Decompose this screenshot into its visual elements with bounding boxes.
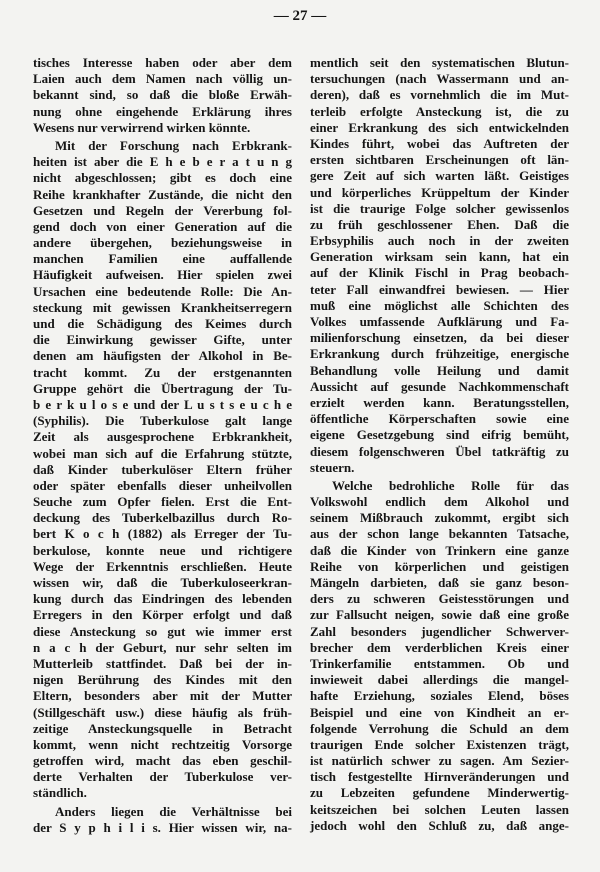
text-line: und körperliches Krüppeltum der Kinder [310, 184, 569, 200]
text-line: Kindes führt, wobei das Auftreten der [310, 135, 569, 151]
text-line: Mit der Forschung nach Erbkrank- [55, 137, 292, 153]
text-line: folgende Verrohung die Schuld an dem [310, 720, 569, 736]
text-line: oder später ebenfalls dieser unheilvollen [33, 477, 292, 493]
text-line: Erkrankung durch frühzeitige, energische [310, 346, 569, 362]
text-line: erzielt werden kann. Beratungsstellen, [310, 394, 569, 410]
text-line: gere Zeit auf sich warten läßt. Geistiges [310, 168, 569, 184]
text-line: bekannt sind, so daß die bloße Erwäh- [33, 87, 292, 103]
text-line: Volkswohl endlich dem Alkohol und [310, 494, 569, 510]
text-line: tersuchungen (nach Wassermann und an- [310, 71, 569, 87]
text-line: berkulose, konnte neue und richtigere [33, 542, 292, 558]
text-line: muß eine möglichst alle Schichten des [310, 297, 569, 313]
text-column-left [33, 55, 292, 838]
text-line: tisch festgestellte Hirnveränderungen und [310, 769, 569, 785]
text-line: Mängeln darbieten, daß sie ganz beson- [310, 575, 569, 590]
text-line: Mutterleib stattfindet. Daß bei der in- [33, 655, 292, 671]
text-line: einer Erkrankung des sich entwickelnden [310, 119, 569, 135]
text-line: andere übergehen, beziehungsweise in [33, 235, 292, 251]
text-line: steckung mit gewissen Krankheitserregern [33, 299, 292, 315]
text-line: tracht kommt. Zu der erstgenannten [33, 364, 292, 380]
text-line: kung durch das Eindringen des lebenden [33, 591, 292, 607]
text-line: Reihe von körperlichen und geistigen [310, 558, 569, 574]
text-line: milienforschung einsetzen, da bei dieser [310, 330, 569, 346]
text-line: kommt, wenn nicht rechtzeitig Vorsorge [33, 736, 292, 752]
text-line: keitszeichen bei solchen Leuten lassen [310, 801, 569, 817]
text-line: Erregers in den Körper erfolgt und daß [33, 607, 292, 623]
text-line: Ursachen eine bedeutende Rolle: Die An- [33, 283, 292, 299]
text-line: inwieweit dabei allerdings die mangel- [310, 672, 569, 688]
text-line: steuern. [310, 459, 355, 475]
text-line: aus der schon lange bekannten Tatsache, [310, 526, 569, 542]
text-line: derte Verhalten der Tuberkulose ver- [33, 769, 292, 785]
paragraph [33, 804, 292, 836]
text-line: ersten sichtbaren Erscheinungen oft län- [310, 152, 569, 168]
text-line: b e r k u l o s e und der L u s t s e u c h e [33, 396, 292, 412]
text-line: (Stillgeschäft usw.) diese häufig als früh- [33, 704, 292, 720]
text-line: denen am häufigsten der Alkohol in Be- [33, 348, 292, 364]
text-line: getroffen wird, macht das eben geschil- [33, 753, 292, 769]
text-line: auf der Klinik Fischl in Prag beobach- [310, 265, 569, 281]
paragraph [33, 55, 292, 136]
text-line: tisches Interesse haben oder aber dem [33, 55, 292, 70]
text-line: Generation wirksam sein kann, hat ein [310, 249, 569, 265]
text-line: Gesetzen und Regeln der Vererbung fol- [33, 202, 292, 218]
text-line: und die Schädigung des Keimes durch [33, 316, 292, 331]
text-line: hafte Erziehung, soziales Elend, böses [310, 688, 569, 704]
text-line: brecher dem verderblichen Kreis einer [310, 639, 569, 655]
paragraph [33, 138, 292, 802]
text-line: Gruppe gehört die Übertragung der Tu- [33, 380, 292, 396]
text-line: mentlich seit den systematischen Blutun- [310, 55, 569, 70]
text-line: teter Fall einwandfrei bewiesen. — Hier [310, 281, 569, 297]
text-line: jedoch wohl den Schluß zu, daß ange- [310, 817, 569, 833]
text-line: bert K o c h (1882) als Erreger der Tu- [33, 526, 292, 542]
text-line: daß Kinder tuberkulöser Eltern früher [33, 461, 292, 477]
page-number: — 27 — [273, 8, 327, 24]
text-line: eigene Gesetzgebung sind eifrig bemüht, [310, 427, 569, 443]
text-line: Häufigkeit aufweisen. Hier spielen zwei [33, 267, 292, 283]
text-line: zu früh geschlossener Ehen. Daß die [310, 216, 569, 232]
text-line: manchen Familien eine auffallende [33, 251, 292, 267]
text-line: der S y p h i l i s. Hier wissen wir, na- [33, 819, 292, 835]
text-line: Zeit als ausgesprochene Erbkrankheit, [33, 429, 292, 445]
text-line: deckung des Tuberkelbazillus durch Ro- [33, 510, 292, 526]
text-line: Volkes umfassende Aufklärung und Fa- [310, 314, 569, 329]
text-line: Anders liegen die Verhältnisse bei [55, 803, 292, 819]
text-line: nigen Berührung des Kindes mit den [33, 672, 292, 688]
text-line: wobei man sich auf die Erfahrung stützte, [33, 445, 292, 461]
text-line: zeitige Ansteckungsquelle in Betracht [33, 720, 292, 736]
text-line: diesem folgenschweren Übel tatkräftig zu [310, 443, 569, 459]
text-line: Reihe krankhafter Zustände, die nicht den [33, 186, 292, 202]
text-line: die Einwirkung gewisser Gifte, unter [33, 332, 292, 348]
text-line: Wesens nur verwirrend wirken könnte. [33, 119, 251, 135]
text-line: ist natürlich schwer zu sagen. Am Sezier- [310, 753, 569, 769]
text-line: gend doch von einer Generation auf die [33, 218, 292, 234]
text-line: öffentliche Körperschaften sowie eine [310, 411, 569, 427]
text-column-right [310, 55, 569, 836]
text-line: wissen wir, daß die Tuberkuloseerkran- [33, 575, 292, 590]
text-line: seinem Mißbrauch zukommt, ergibt sich [310, 510, 569, 526]
text-line: heiten ist aber die E h e b e r a t u n g [33, 154, 292, 170]
text-line: terleib erfolgte Ansteckung ist, die zu [310, 103, 569, 119]
text-line: Eltern, besonders aber mit der Mutter [33, 688, 292, 704]
text-line: deren), daß es vornehmlich die im Mut- [310, 87, 569, 103]
text-line: Behandlung volle Heilung und damit [310, 362, 569, 378]
text-line: ist die traurige Folge solcher gewissenlos [310, 200, 569, 216]
text-line: ders zu schweren Geistesstörungen und [310, 591, 569, 607]
paragraph [310, 478, 569, 834]
text-line: Seuche zum Opfer fielen. Erst die Ent- [33, 494, 292, 510]
text-line: daß die Kinder von Trinkern eine ganze [310, 542, 569, 558]
text-line: ständlich. [33, 785, 87, 801]
text-line: nung ohne eingehende Erklärung ihres [33, 103, 292, 119]
text-line: Laien auch dem Namen nach völlig un- [33, 71, 292, 87]
text-line: diese Ansteckung so gut wie immer erst [33, 623, 292, 639]
text-line: nicht abgeschlossen; gibt es doch eine [33, 170, 292, 186]
text-line: zu Lebzeiten gefundene Minderwertig- [310, 785, 569, 801]
text-line: n a c h der Geburt, nur sehr selten im [33, 639, 292, 655]
text-line: Welche bedrohliche Rolle für das [332, 477, 569, 493]
text-line: Beispiel und eine von Kindheit an er- [310, 704, 569, 720]
text-line: zur Fallsucht neigen, sowie daß eine große [310, 607, 569, 623]
text-line: Erbsyphilis auch noch in der zweiten [310, 233, 569, 249]
paragraph [310, 55, 569, 476]
text-line: Wege der Erkenntnis erschließen. Heute [33, 558, 292, 574]
text-line: Trinkerfamilie entstammen. Ob und [310, 655, 569, 671]
text-line: traurigen Ende solcher Existenzen trägt, [310, 736, 569, 752]
text-line: (Syphilis). Die Tuberkulose galt lange [33, 413, 292, 429]
text-line: Zahl besonders jugendlicher Schwerver- [310, 623, 569, 639]
text-line: Aussicht auf gesunde Nachkommenschaft [310, 378, 569, 394]
